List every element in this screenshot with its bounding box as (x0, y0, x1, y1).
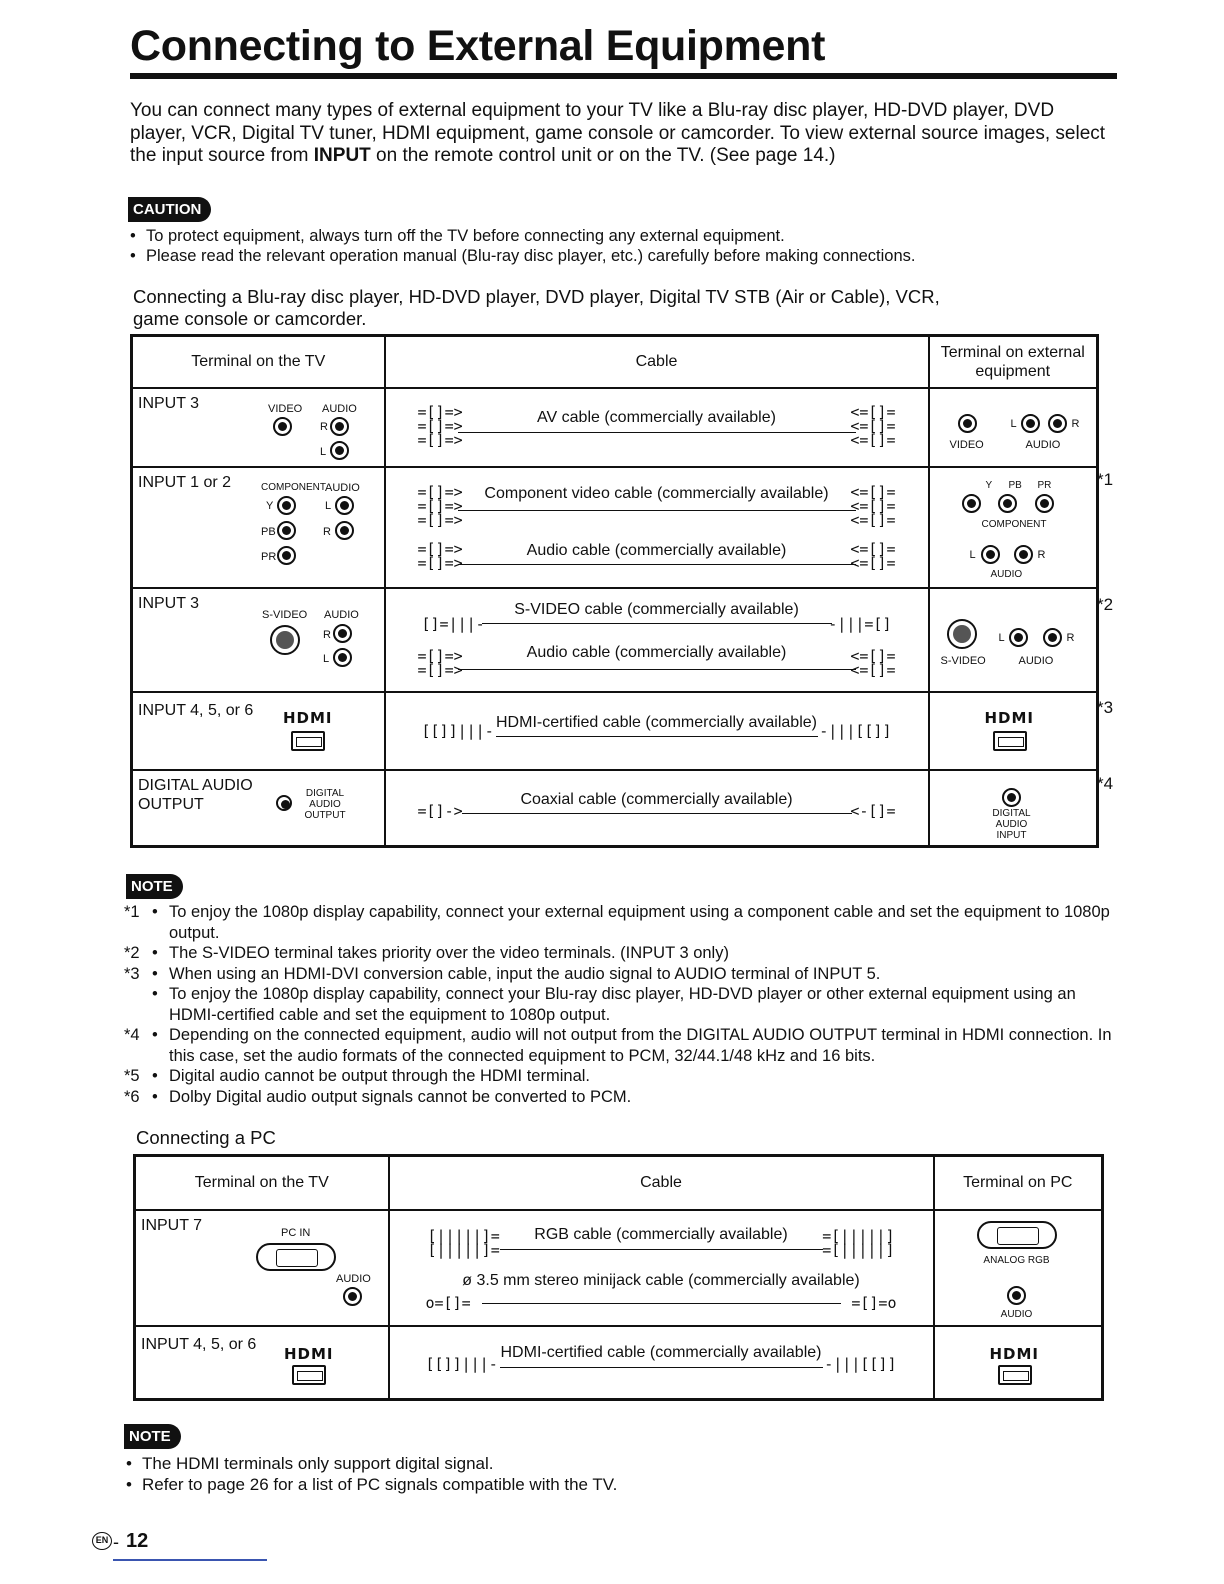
cable-label: Audio cable (commercially available) (526, 643, 787, 661)
pc-connection-table (133, 1154, 1104, 1401)
tv-terminal-label: INPUT 4, 5, or 6 (141, 1335, 257, 1353)
hdmi-logo: HDMI (284, 1344, 334, 1363)
ext-l-jack-icon (1009, 628, 1028, 647)
language-en-icon: EN (92, 1532, 112, 1550)
footnote-mark: *2 (1097, 595, 1114, 614)
header-terminal-tv: Terminal on the TV (132, 336, 385, 388)
ext-l-label: L (998, 631, 1005, 644)
hdmi-plug-right-icon: -|||[[]] (819, 721, 892, 740)
r-jack-icon (335, 521, 354, 540)
output-word: OUTPUT (304, 809, 346, 821)
cable-line (458, 564, 856, 565)
ext-video-label: VIDEO (949, 438, 984, 451)
ext-pb-label: PB (1008, 479, 1022, 491)
header-terminal-tv: Terminal on the TV (135, 1156, 389, 1210)
pc-audio-jack-icon (1007, 1286, 1026, 1305)
ext-audio-l-jack-icon (1021, 414, 1040, 433)
pb-jack-icon (277, 521, 296, 540)
audio-l-label: L (320, 445, 327, 458)
audio-label: AUDIO (324, 608, 359, 621)
ext-digital-audio-jack-icon (1002, 788, 1021, 807)
l-label: L (323, 652, 330, 665)
cable-line (458, 669, 856, 670)
caution-badge: CAUTION (128, 197, 211, 222)
s-video-plug-left-icon: []=|||- (421, 614, 485, 633)
table-row (135, 1326, 1103, 1400)
cable-label: HDMI-certified cable (commercially available) (496, 713, 817, 731)
video-label: VIDEO (268, 402, 303, 415)
caution-item: • To protect equipment, always turn off the TV before connecting any external equipment. (130, 226, 1110, 246)
cable-label: ø 3.5 mm stereo minijack cable (commercially available) (462, 1271, 860, 1289)
audio-word: AUDIO (995, 818, 1028, 830)
table-row (135, 1210, 1103, 1326)
intro-text-before: You can connect many types of external equipment to your TV like a Blu-ray disc player, HD-DVD player, DVD player, VCR, Digital TV tuner, HDMI equipment, game console or camcorder. To view external source images, select the input source from (130, 100, 1106, 166)
note-item: • To enjoy the 1080p display capability, connect your Blu-ray disc player, HD-DVD player or other external equipment using an HDMI-certified cable and set the equipment to 1080p output. (152, 985, 1076, 1024)
ext-audio-label: AUDIO (1025, 438, 1061, 451)
ext-hdmi-logo: HDMI (984, 708, 1035, 727)
audio-word: AUDIO (309, 798, 341, 810)
cable-line (458, 510, 856, 511)
note-text: When using an HDMI-DVI conversion cable, input the audio signal to AUDIO terminal of INPUT 5. (169, 964, 881, 983)
tv-terminal-label-line1: DIGITAL AUDIO (138, 776, 253, 794)
cable-line (458, 432, 856, 433)
component-plug-left-icon: =[]=> =[]=> =[]=> (417, 482, 463, 529)
ext-y-label: Y (985, 479, 993, 491)
ext-component-label: COMPONENT (981, 518, 1047, 530)
input-word: INPUT (996, 829, 1027, 841)
audio-plug-right-icon: <=[]= <=[]= (850, 539, 896, 572)
digital-audio-output-label (299, 788, 351, 821)
note-item: *5 • Digital audio cannot be output through the HDMI terminal. (124, 1067, 590, 1085)
note-list (124, 902, 1114, 1107)
av-heading-line1: Connecting a Blu-ray disc player, HD-DVD player, DVD player, Digital TV STB (Air or Cable), VCR, (133, 286, 940, 307)
cable-label: S-VIDEO cable (commercially available) (514, 600, 799, 618)
rgb-plug-left-icon: [|||||]= [|||||]= (427, 1226, 500, 1259)
ext-pb-jack-icon (998, 494, 1017, 513)
y-jack-icon (277, 496, 296, 515)
audio-r-jack-icon (330, 417, 349, 436)
note-mark: *4 (124, 1026, 140, 1044)
tv-terminal-label: INPUT 1 or 2 (138, 473, 232, 491)
header-terminal-pc: Terminal on PC (934, 1156, 1103, 1210)
intro-paragraph (130, 100, 1110, 168)
digital-audio-input-label (984, 808, 1040, 841)
hdmi-port-icon (291, 731, 325, 751)
ext-audio-label: AUDIO (990, 568, 1023, 580)
ext-audio-r-jack-icon (1048, 414, 1067, 433)
audio-r-label: R (320, 420, 328, 433)
ext-s-video-jack-icon (947, 619, 977, 649)
note-mark: *3 (124, 964, 140, 983)
ext-r-jack-icon (1014, 545, 1033, 564)
hdmi-plug-left-icon: [[]]|||- (425, 1354, 498, 1373)
hdmi-plug-left-icon: [[]]|||- (421, 721, 494, 740)
cable-line (482, 1303, 841, 1304)
ext-pr-label: PR (1037, 479, 1052, 491)
ext-y-jack-icon (962, 494, 981, 513)
note2-item: • The HDMI terminals only support digital signal. (126, 1453, 1106, 1474)
note-mark: *5 (124, 1067, 140, 1085)
vga-port-icon (256, 1243, 336, 1271)
rca-plug-right-icon: <=[]= <=[]= <=[]= (850, 402, 896, 449)
tv-terminal-label (138, 776, 253, 814)
page-title: Connecting to External Equipment (130, 22, 826, 70)
ext-r-label: R (1071, 417, 1080, 430)
digital-word: DIGITAL (992, 807, 1031, 819)
l-jack-icon (333, 648, 352, 667)
audio-label: AUDIO (336, 1272, 371, 1285)
header-terminal-external: Terminal on external equipment (929, 336, 1098, 388)
digital-audio-jack-icon (276, 795, 292, 811)
cable-label: Audio cable (commercially available) (526, 541, 787, 559)
note-mark: *6 (124, 1087, 140, 1106)
tv-terminal-label: INPUT 3 (138, 594, 200, 612)
note-item: *2 • The S-VIDEO terminal takes priority over the video terminals. (INPUT 3 only) (124, 944, 729, 962)
ext-l-label: L (969, 548, 976, 561)
rgb-plug-right-icon: =[|||||] =[|||||] (822, 1226, 895, 1259)
note2-badge: NOTE (124, 1424, 181, 1449)
pc-audio-label: AUDIO (1000, 1308, 1033, 1320)
note-text: To enjoy the 1080p display capability, connect your Blu-ray disc player, HD-DVD player or other external equipment using an HDMI-certified cable and set the equipment to 1080p output. (169, 985, 1076, 1024)
pr-label: PR (261, 550, 277, 563)
coaxial-plug-left-icon: =[]-> (417, 801, 463, 820)
audio-plug-right-icon: <=[]= <=[]= (850, 646, 896, 679)
cable-label: Component video cable (commercially available) (484, 484, 829, 502)
note-mark: *2 (124, 944, 140, 962)
l-jack-icon (335, 496, 354, 515)
tv-terminal-label: INPUT 4, 5, or 6 (138, 701, 254, 719)
av-connection-table (130, 334, 1099, 848)
pc-hdmi-port-icon (998, 1365, 1032, 1385)
y-label: Y (266, 499, 274, 512)
component-plug-right-icon: <=[]= <=[]= <=[]= (850, 482, 896, 529)
ext-r-jack-icon (1043, 628, 1062, 647)
table-row (132, 388, 1098, 467)
footnote-mark: *1 (1097, 470, 1114, 489)
av-heading-line2: game console or camcorder. (133, 308, 367, 329)
table-row (132, 467, 1098, 588)
note-item: *6 • Dolby Digital audio output signals cannot be converted to PCM. (124, 1087, 632, 1106)
cable-label: AV cable (commercially available) (537, 408, 776, 426)
cable-line (500, 1249, 823, 1250)
analog-rgb-label: ANALOG RGB (983, 1254, 1050, 1266)
audio-label: AUDIO (322, 402, 357, 415)
cable-label: RGB cable (commercially available) (534, 1225, 788, 1243)
intro-text-after: on the remote control unit or on the TV. (See page 14.) (370, 145, 836, 166)
pc-hdmi-logo: HDMI (989, 1344, 1040, 1363)
coaxial-plug-right-icon: <-[]= (850, 801, 896, 820)
hdmi-logo: HDMI (283, 708, 333, 727)
tv-terminal-label-line2: OUTPUT (138, 795, 204, 813)
caution-list (130, 226, 1110, 266)
ext-l-label: L (1010, 417, 1017, 430)
s-video-plug-right-icon: -|||=[] (828, 614, 892, 633)
cable-line (496, 736, 818, 737)
note-text: Digital audio cannot be output through the HDMI terminal. (169, 1067, 590, 1085)
title-rule (130, 73, 1117, 79)
note-item: *4 • Depending on the connected equipment, audio will not output from the DIGITAL AUDIO OUTPUT terminal in HDMI connection. In this case, set the audio formats of the connected equipment to PCM, 32/44.1/48 kHz and 16 bits. (124, 1026, 1112, 1065)
pr-jack-icon (277, 546, 296, 565)
footer-rule (113, 1559, 267, 1561)
table-row (132, 588, 1098, 692)
minijack-plug-left-icon: o=[]= (425, 1293, 471, 1312)
caution-item: • Please read the relevant operation manual (Blu-ray disc player, etc.) carefully before making connections. (130, 246, 1110, 266)
cable-label: Coaxial cable (commercially available) (520, 790, 793, 808)
cable-line (500, 1367, 823, 1368)
ext-l-jack-icon (981, 545, 1000, 564)
rca-plug-left-icon: =[]=> =[]=> =[]=> (417, 402, 463, 449)
hdmi-port-icon (292, 1365, 326, 1385)
note2-list (126, 1453, 1106, 1495)
tv-terminal-label: INPUT 3 (138, 394, 200, 412)
s-video-label: S-VIDEO (262, 608, 308, 621)
footnote-mark: *4 (1097, 774, 1114, 793)
component-label: COMPONENT (261, 481, 326, 493)
audio-l-jack-icon (330, 441, 349, 460)
audio-label: AUDIO (325, 481, 360, 494)
note-text: The S-VIDEO terminal takes priority over the video terminals. (INPUT 3 only) (169, 944, 729, 962)
ext-pr-jack-icon (1035, 494, 1054, 513)
note-text: To enjoy the 1080p display capability, connect your external equipment using a component cable and set the equipment to 1080p output. (169, 903, 1110, 942)
cable-line (462, 813, 852, 814)
cable-line (482, 623, 832, 624)
r-label: R (323, 628, 331, 641)
ext-r-label: R (1037, 548, 1046, 561)
page-number: 12 (126, 1530, 149, 1552)
ext-audio-label: AUDIO (1018, 654, 1054, 667)
footnote-mark: *3 (1097, 698, 1114, 717)
header-cable: Cable (389, 1156, 934, 1210)
r-label: R (323, 525, 331, 538)
s-video-jack-icon (270, 625, 300, 655)
table-row (132, 692, 1098, 770)
intro-bold-input: INPUT (313, 145, 371, 166)
note-item: *3 • When using an HDMI-DVI conversion cable, input the audio signal to AUDIO terminal of INPUT 5. (124, 964, 881, 983)
cable-label: HDMI-certified cable (commercially available) (500, 1343, 822, 1361)
hdmi-plug-right-icon: -|||[[]] (824, 1354, 897, 1373)
pc-section-heading: Connecting a PC (136, 1127, 276, 1148)
audio-plug-left-icon: =[]=> =[]=> (417, 539, 463, 572)
note-text: Dolby Digital audio output signals cannot be converted to PCM. (169, 1087, 632, 1106)
ext-hdmi-port-icon (993, 731, 1027, 751)
note-mark: *1 (124, 903, 140, 921)
digital-word: DIGITAL (305, 787, 345, 799)
r-jack-icon (333, 624, 352, 643)
pb-label: PB (261, 525, 276, 538)
audio-jack-icon (343, 1287, 362, 1306)
note-badge: NOTE (126, 874, 183, 899)
minijack-plug-right-icon: =[]=o (851, 1293, 897, 1312)
av-section-heading (133, 286, 940, 330)
video-jack-icon (273, 417, 292, 436)
note-item: *1 • To enjoy the 1080p display capability, connect your external equipment using a component cable and set the equipment to 1080p output. (124, 903, 1110, 942)
footer-dash: - (113, 1532, 119, 1552)
l-label: L (325, 499, 332, 512)
tv-terminal-label: INPUT 7 (141, 1216, 203, 1234)
note2-item: • Refer to page 26 for a list of PC signals compatible with the TV. (126, 1474, 1106, 1495)
table-row (132, 770, 1098, 847)
ext-r-label: R (1066, 631, 1075, 644)
pc-vga-port-icon (977, 1221, 1057, 1249)
pc-in-label: PC IN (281, 1226, 311, 1239)
header-cable: Cable (385, 336, 929, 388)
audio-plug-left-icon: =[]=> =[]=> (417, 646, 463, 679)
note-text: Depending on the connected equipment, audio will not output from the DIGITAL AUDIO OUTPUT terminal in HDMI connection. In this case, set the audio formats of the connected equipment to PCM, 32/44.1/48 kHz and 16 bits. (169, 1026, 1112, 1065)
ext-s-video-label: S-VIDEO (940, 654, 986, 667)
ext-video-jack-icon (958, 414, 977, 433)
